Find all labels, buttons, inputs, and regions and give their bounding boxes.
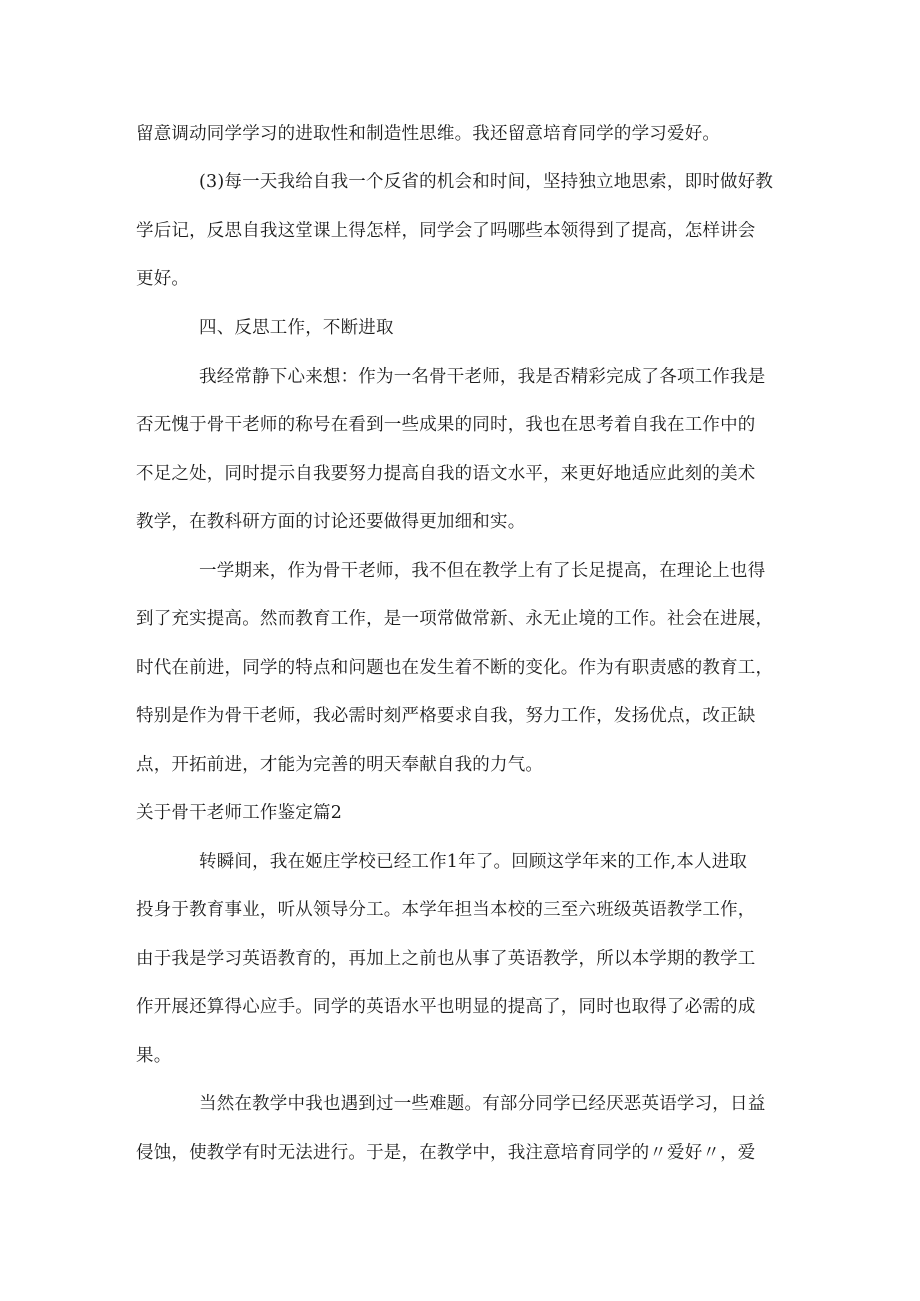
text-line: 点，开拓前进，才能为完善的明天奉献自我的力气。 bbox=[136, 755, 544, 775]
text-line: 侵蚀，使教学有时无法进行。于是，在教学中，我注意培育同学的〃爱好〃，爱 bbox=[136, 1143, 756, 1163]
section-heading: 四、反思工作，不断进取 bbox=[199, 318, 394, 338]
text-line: 不足之处，同时提示自我要努力提高自我的语文水平，来更好地适应此刻的美术 bbox=[136, 464, 756, 484]
text-line: 特别是作为骨干老师，我必需时刻严格要求自我，努力工作，发扬优点，改正缺 bbox=[136, 706, 756, 726]
text-line: 我经常静下心来想：作为一名骨干老师，我是否精彩完成了各项工作我是 bbox=[199, 367, 766, 387]
text-line: 时代在前进，同学的特点和问题也在发生着不断的变化。作为有职责感的教育工， bbox=[136, 658, 774, 678]
text-line: (3)每一天我给自我一个反省的机会和时间，坚持独立地思索，即时做好教 bbox=[199, 172, 774, 192]
text-line: 更好。 bbox=[136, 269, 190, 289]
text-line: 教学，在教科研方面的讨论还要做得更加细和实。 bbox=[136, 512, 526, 532]
article-title: 关于骨干老师工作鉴定篇2 bbox=[136, 803, 343, 823]
text-line: 果。 bbox=[136, 1046, 172, 1066]
text-line: 投身于教育事业，听从领导分工。本学年担当本校的三至六班级英语教学工作， bbox=[136, 900, 756, 920]
text-line: 由于我是学习英语教育的，再加上之前也从事了英语教学，所以本学期的教学工 bbox=[136, 949, 756, 969]
text-line: 一学期来，作为骨干老师，我不但在教学上有了长足提高，在理论上也得 bbox=[199, 561, 766, 581]
text-line: 留意调动同学学习的进取性和制造性思维。我还留意培育同学的学习爱好。 bbox=[136, 124, 721, 144]
text-line: 当然在教学中我也遇到过一些难题。有部分同学已经厌恶英语学习，日益 bbox=[199, 1094, 766, 1114]
text-line: 否无愧于骨干老师的称号在看到一些成果的同时，我也在思考着自我在工作中的 bbox=[136, 415, 756, 435]
text-line: 学后记，反思自我这堂课上得怎样，同学会了吗哪些本领得到了提高，怎样讲会 bbox=[136, 221, 756, 241]
text-line: 到了充实提高。然而教育工作，是一项常做常新、永无止境的工作。社会在进展， bbox=[136, 609, 774, 629]
text-line: 作开展还算得心应手。同学的英语水平也明显的提高了，同时也取得了必需的成 bbox=[136, 997, 756, 1017]
text-line: 转瞬间，我在姬庄学校已经工作1年了。回顾这学年来的工作,本人进取 bbox=[199, 852, 748, 872]
